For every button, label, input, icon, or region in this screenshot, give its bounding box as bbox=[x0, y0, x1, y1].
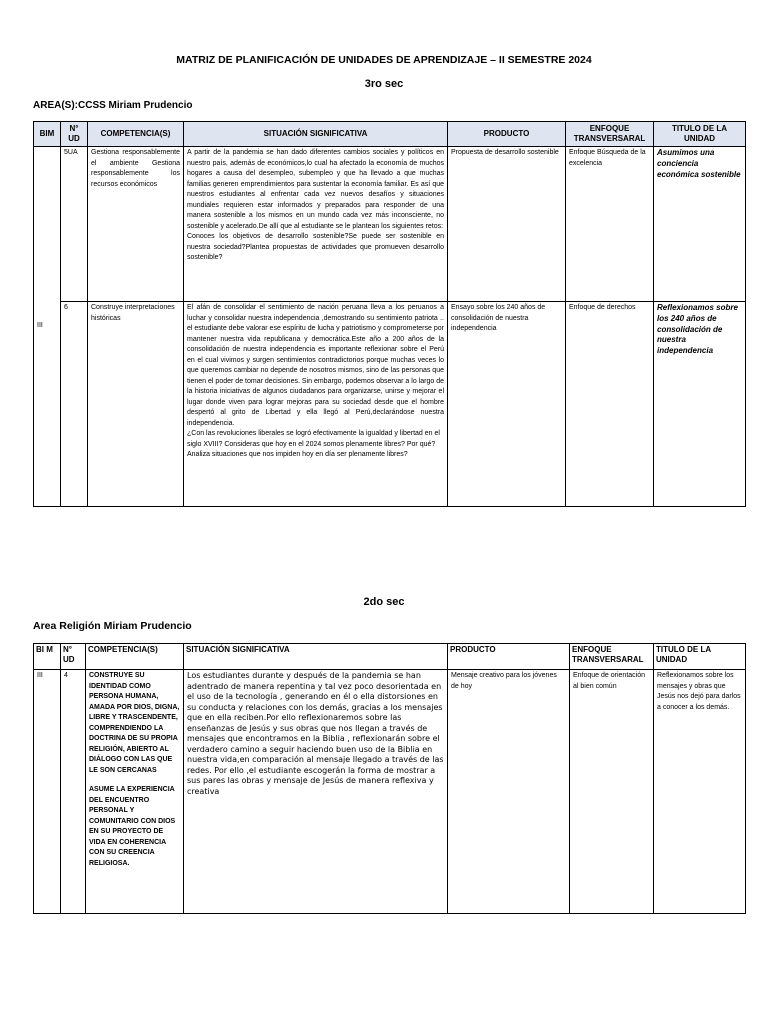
header-bim: BIM bbox=[34, 122, 61, 147]
competencia-1: CONSTRUYE SU IDENTIDAD COMO PERSONA HUMANA, AMADA POR DIOS, DIGNA, LIBRE Y TRASCENDENTE, COMPRENDIENDO LA DOCTRINA DE SU PROPIA RELIGIÓN, ABIERTO AL DIÁLOGO CON LAS QUE LE SON CERCANAS bbox=[89, 672, 180, 774]
area-heading-religion: Area Religión Miriam Prudencio bbox=[33, 620, 192, 632]
header-enfoque: ENFOQUE TRANSVERSARAL bbox=[570, 644, 654, 670]
header-ud: N° UD bbox=[61, 644, 86, 670]
header-enfoque: ENFOQUE TRANSVERSARAL bbox=[566, 122, 654, 147]
titulo-cell: Reflexionamos sobre los mensajes y obras que Jesús nos dejó para darlos a conocer a los demás. bbox=[654, 670, 746, 914]
enfoque-cell: Enfoque de orientación al bien común bbox=[570, 670, 654, 914]
header-situacion: SITUACIÓN SIGNIFICATIVA bbox=[184, 122, 448, 147]
area-heading-ccss: AREA(S):CCSS Miriam Prudencio bbox=[33, 100, 193, 111]
table-header-row bbox=[34, 122, 746, 147]
titulo-cell: Reflexionamos sobre los 240 años de consolidación de nuestra independencia bbox=[654, 302, 746, 507]
competencia-cell bbox=[86, 670, 184, 914]
enfoque-cell: Enfoque de derechos bbox=[566, 302, 654, 507]
header-ud: N° UD bbox=[61, 122, 88, 147]
header-situacion: SITUACIÓN SIGNIFICATIVA bbox=[184, 644, 448, 670]
table-row bbox=[34, 147, 746, 302]
table-row bbox=[34, 670, 746, 914]
situacion-cell: Los estudiantes durante y después de la pandemia se han adentrado de manera repentina y tal vez poco desorientada en el uso de la tecnología , generando en él o ella distorsiones en su conducta y relaciones con los demás, gracias a los mensajes que en ella reciben.Por ello reflexionaremos sobre las enseñanzas de Jesús y sus obras que nos llegan a través de mensajes que encontramos en la Biblia , reflexionarán sobre el verdadero camino a seguir haciendo buen uso de la Biblia en nuestra vida,en comparación al mensaje llegado a través de las redes. Por ello ,el estudiante escogerán la forma de mostrar a sus pares las obras y mensaje de Jesús de manera reflexiva y creativa bbox=[184, 670, 448, 914]
ud-cell: 5UA bbox=[61, 147, 88, 302]
bim-cell: III bbox=[34, 670, 61, 914]
grade-heading-2do: 2do sec bbox=[363, 596, 405, 608]
header-competencia: COMPETENCIA(S) bbox=[86, 644, 184, 670]
producto-cell: Mensaje creativo para los jóvenes de hoy bbox=[448, 670, 570, 914]
planning-table-2do bbox=[33, 643, 746, 914]
competencia-cell: Construye interpretaciones históricas bbox=[88, 302, 184, 507]
situacion-text: A partir de la pandemia se han dado diferentes cambios sociales y políticos en nuestro país, además de económicos,lo cual ha afectado la economía de muchos hogares a causa del desempleo, subempleo y que ha llevado a que muchas familias generen emprendimientos para sustentar la economía familiar. Es así que nuestros estudiantes al enfrentar cada vez nuevos desafíos y situaciones mundiales requieren estar informados y preparados para responder de una manera sostenible a los mismos en un mundo cada vez más inconsciente, no sostenible y acelerado.De allí que al estudiante se le plantean los siguientes retos: bbox=[187, 149, 444, 230]
ud-cell: 6 bbox=[61, 302, 88, 507]
ud-cell: 4 bbox=[61, 670, 86, 914]
situacion-retos: Conoces los objetivos de desarrollo sostenible?Se puede ser sostenible en nuestra sociedad?Plantea propuestas de actividades que promueven desarrollo sostenible? bbox=[187, 233, 444, 261]
situacion-pregunta: ¿Con las revoluciones liberales se logró efectivamente la igualdad y libertad en el siglo XVIII? Consideras que hoy en el 2024 somos plenamente libres? Por qué? Analiza situaciones que nos impiden hoy en día ser plenamente libres? bbox=[187, 430, 440, 458]
bim-cell: III bbox=[34, 147, 61, 507]
document-title: MATRIZ DE PLANIFICACIÓN DE UNIDADES DE APRENDIZAJE – II SEMESTRE 2024 bbox=[176, 54, 592, 66]
competencia-2: ASUME LA EXPERIENCIA DEL ENCUENTRO PERSONAL Y COMUNITARIO CON DIOS EN SU PROYECTO DE VIDA EN COHERENCIA CON SU CREENCIA RELIGIOSA. bbox=[89, 786, 176, 867]
table-header-row bbox=[34, 644, 746, 670]
header-titulo: TITULO DE LA UNIDAD bbox=[654, 644, 746, 670]
situacion-cell bbox=[184, 147, 448, 302]
header-producto: PRODUCTO bbox=[448, 122, 566, 147]
grade-heading-3ro: 3ro sec bbox=[364, 78, 404, 90]
situacion-cell bbox=[184, 302, 448, 507]
header-bim: BI M bbox=[34, 644, 61, 670]
enfoque-cell: Enfoque Búsqueda de la excelencia bbox=[566, 147, 654, 302]
header-competencia: COMPETENCIA(S) bbox=[88, 122, 184, 147]
planning-table-3ro bbox=[33, 121, 746, 507]
situacion-text: El afán de consolidar el sentimiento de nación peruana lleva a los peruanos a luchar y consolidar nuestra independencia ,demostrando su sentimiento patriota .. el estudiante debe valorar ese espíritu de lucha y patriotismo y comprometerse por mantener nuestra vida republicana y democrática.Este año a 200 años de la consolidación de nuestra independencia es importante reflexionar sobre el Perú en el cual vivimos y surgen sentimientos contradictorios porque muchas veces lo que queremos cambiar no depende de nosotros mismos, sino de las personas que tienen el poder de tomar decisiones. Sin embargo, podemos observar a lo largo de la historia iniciativas de algunos ciudadanos para organizarse, unirse y mejorar el lugar donde viven para lograr mejoras para su sociedad desde que el hombre despertó al grito de Libertad y ella llegó al Perú,declarándose nuestra independencia. bbox=[187, 304, 444, 427]
competencia-cell: Gestiona responsablemente el ambiente Gestiona responsablemente los recursos económicos bbox=[88, 147, 184, 302]
table-row bbox=[34, 302, 746, 507]
header-producto: PRODUCTO bbox=[448, 644, 570, 670]
titulo-cell: Asumimos una conciencia económica sostenible bbox=[654, 147, 746, 302]
header-titulo: TITULO DE LA UNIDAD bbox=[654, 122, 746, 147]
producto-cell: Ensayo sobre los 240 años de consolidación de nuestra independencia bbox=[448, 302, 566, 507]
producto-cell: Propuesta de desarrollo sostenible bbox=[448, 147, 566, 302]
